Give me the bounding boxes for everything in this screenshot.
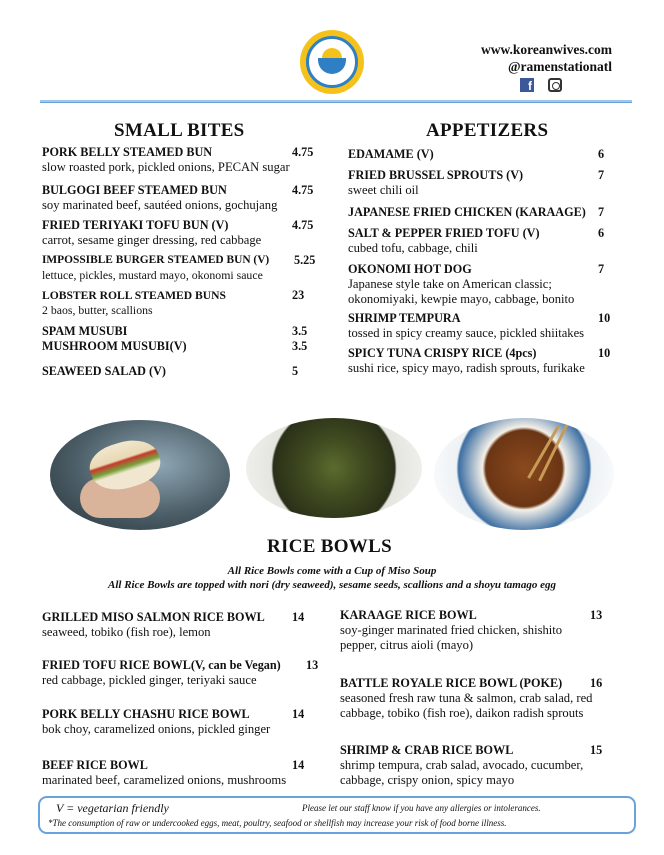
instagram-handle[interactable]: @ramenstationatl: [507, 59, 612, 74]
item-price: 14: [292, 758, 305, 772]
menu-item: GRILLED MISO SALMON RICE BOWL seaweed, tobiko (fish roe), lemon: [42, 610, 265, 639]
item-price: 23: [292, 288, 305, 302]
small-bites-title: SMALL BITES: [114, 120, 245, 141]
menu-item: SHRIMP TEMPURA tossed in spicy creamy sauce, pickled shiitakes: [348, 311, 585, 340]
item-price: 14: [292, 610, 305, 624]
menu-item: BEEF RICE BOWL marinated beef, caramelized onions, mushrooms: [42, 758, 287, 787]
item-price: 14: [292, 707, 305, 721]
health-warning: *The consumption of raw or undercooked eggs, meat, poultry, seafood or shellfish may increase your risk of food borne illness.: [48, 818, 507, 828]
item-price: 7: [598, 205, 605, 219]
menu-item: FRIED TERIYAKI TOFU BUN (V) carrot, sesame ginger dressing, red cabbage: [42, 218, 262, 247]
facebook-icon[interactable]: f: [520, 78, 534, 92]
vegetarian-note: V = vegetarian friendly: [56, 801, 169, 815]
item-price: 6: [598, 226, 605, 240]
footer-notice: [38, 796, 636, 834]
menu-item: IMPOSSIBLE BURGER STEAMED BUN (V) lettuce, pickles, mustard mayo, okonomi sauce: [42, 254, 270, 282]
contact-info: [481, 41, 612, 75]
rice-bowls-title: RICE BOWLS: [267, 536, 392, 557]
restaurant-logo: [300, 30, 364, 94]
brussel-sprouts-photo: [246, 418, 422, 518]
item-price: 5: [292, 364, 299, 378]
menu-item: SEAWEED SALAD (V): [42, 364, 166, 378]
item-price: 4.75: [292, 183, 314, 197]
menu-item: SALT & PEPPER FRIED TOFU (V) cubed tofu, cabbage, chili: [348, 226, 540, 255]
menu-item: BULGOGI BEEF STEAMED BUN soy marinated beef, sautéed onions, gochujang: [42, 183, 278, 212]
menu-item: LOBSTER ROLL STEAMED BUNS 2 baos, butter, scallions: [42, 289, 226, 317]
item-price: 6: [598, 147, 605, 161]
item-price: 16: [590, 676, 603, 690]
item-price: 4.75: [292, 218, 314, 232]
item-price: 10: [598, 346, 611, 360]
menu-item: EDAMAME (V): [348, 147, 434, 161]
item-price: 13: [306, 658, 319, 672]
social-links: [520, 78, 562, 92]
item-price: 7: [598, 262, 605, 276]
item-price: 13: [590, 608, 603, 622]
menu-item: FRIED BRUSSEL SPROUTS (V) sweet chili oil: [348, 168, 524, 197]
menu-item: PORK BELLY STEAMED BUN slow roasted pork, pickled onions, PECAN sugar: [42, 145, 290, 174]
menu-item: OKONOMI HOT DOG Japanese style take on American classic; okonomiyaki, kewpie mayo, cabbage, bonito: [348, 262, 575, 306]
menu-item: KARAAGE RICE BOWL soy-ginger marinated fried chicken, shishito pepper, citrus aioli (mayo): [340, 608, 563, 652]
item-price: 10: [598, 311, 611, 325]
appetizers-title: APPETIZERS: [426, 120, 549, 141]
item-price: 4.75: [292, 145, 314, 159]
menu-item: SHRIMP & CRAB RICE BOWL shrimp tempura, crab salad, avocado, cucumber, cabbage, crispy onion, spicy mayo: [340, 743, 584, 787]
item-price: 7: [598, 168, 605, 182]
ramen-bowl-icon: [318, 58, 346, 74]
item-price: 3.5: [292, 324, 308, 338]
menu-item: BATTLE ROYALE RICE BOWL (POKE) seasoned fresh raw tuna & salmon, crab salad, red cabbage, tobiko (fish roe), daikon radish sprouts: [340, 676, 593, 720]
instagram-icon[interactable]: [548, 78, 562, 92]
rice-bowls-note: All Rice Bowls are topped with nori (dry seaweed), sesame seeds, scallions and a shoyu tamago egg: [108, 579, 556, 591]
menu-item: MUSHROOM MUSUBI(V): [42, 339, 187, 353]
menu-item: PORK BELLY CHASHU RICE BOWL bok choy, caramelized onions, pickled ginger: [42, 707, 271, 736]
item-price: 5.25: [294, 253, 316, 267]
menu-item: JAPANESE FRIED CHICKEN (KARAAGE): [348, 205, 586, 219]
item-price: 15: [590, 743, 603, 757]
menu-item: FRIED TOFU RICE BOWL(V, can be Vegan) red cabbage, pickled ginger, teriyaki sauce: [42, 658, 281, 687]
rice-bowls-note: All Rice Bowls come with a Cup of Miso Soup: [227, 565, 437, 577]
website-link[interactable]: www.koreanwives.com: [481, 42, 612, 57]
header-divider: [40, 100, 632, 103]
item-price: 3.5: [292, 339, 308, 353]
menu-item: SPICY TUNA CRISPY RICE (4pcs) sushi rice, spicy mayo, radish sprouts, furikake: [348, 346, 585, 375]
bao-bun-photo: [50, 420, 230, 530]
menu-item: SPAM MUSUBI: [42, 324, 128, 338]
allergy-note: Please let our staff know if you have any allergies or intolerances.: [302, 803, 541, 813]
rice-bowl-photo: [434, 418, 614, 530]
